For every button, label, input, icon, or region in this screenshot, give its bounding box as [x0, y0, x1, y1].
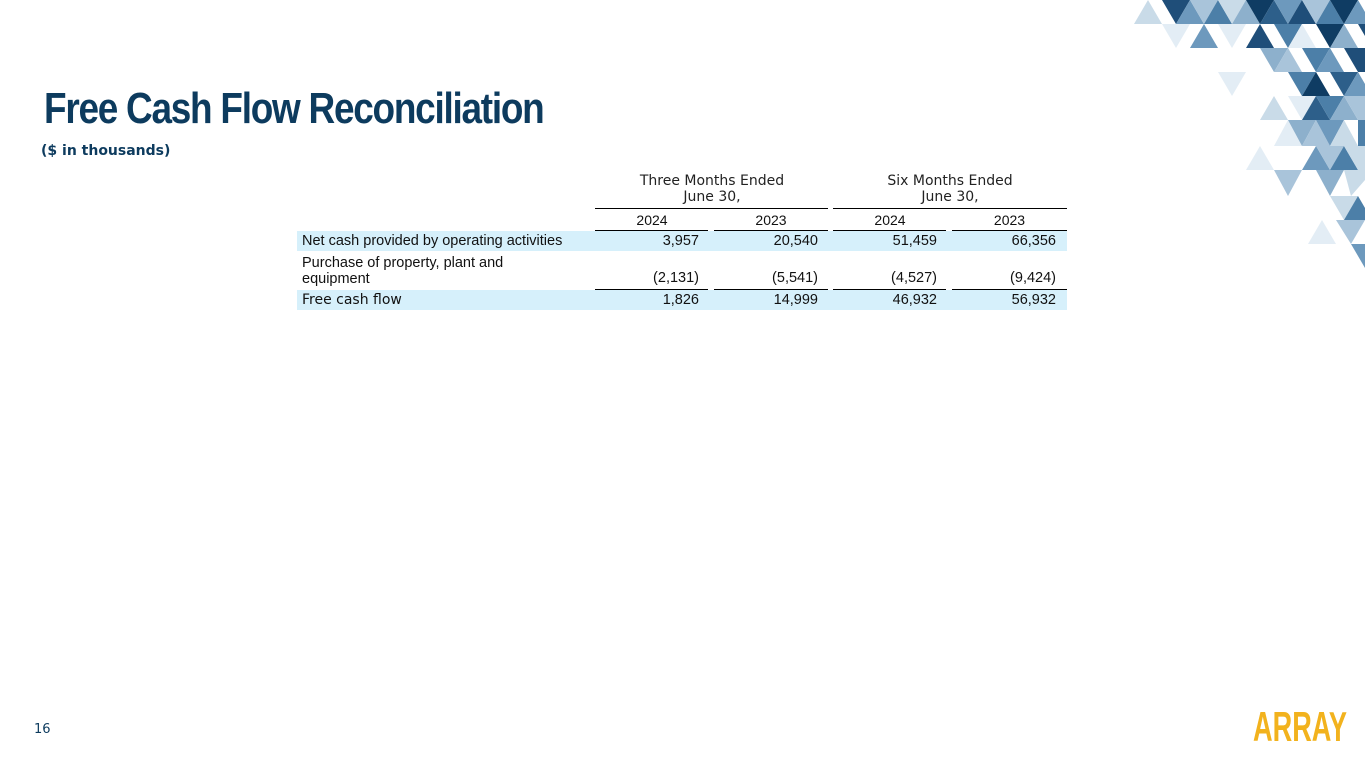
- header-three-months: [595, 173, 829, 205]
- header-six-months: [833, 173, 1067, 205]
- page-title: Free Cash Flow Reconciliation: [44, 84, 544, 133]
- row-label-line2: equipment: [302, 271, 370, 287]
- header-rule: [595, 208, 828, 209]
- header-three-months-line1: Three Months Ended: [639, 173, 785, 189]
- year-header: 2023: [993, 212, 1026, 228]
- year-header: 2023: [755, 212, 787, 228]
- table-cell: 14,999: [773, 292, 818, 308]
- table-row: [297, 253, 1067, 289]
- table-row: [297, 231, 1067, 251]
- row-label: [302, 255, 503, 287]
- decorative-triangle-pattern: [1130, 0, 1365, 270]
- page-subtitle: ($ in thousands): [41, 143, 171, 159]
- logo-text: ARRAY: [1253, 704, 1347, 744]
- table-row: [297, 290, 1067, 310]
- table-cell: (4,527): [891, 270, 937, 286]
- table-cell: 20,540: [773, 233, 818, 249]
- table-cell: 3,957: [662, 233, 699, 249]
- header-three-months-line2: June 30,: [683, 189, 741, 205]
- table-cell: (5,541): [772, 270, 818, 286]
- header-six-months-line1: Six Months Ended: [887, 173, 1013, 189]
- table-cell: 66,356: [1011, 233, 1056, 249]
- table-cell: (2,131): [653, 270, 699, 286]
- header-rule: [833, 208, 1067, 209]
- header-six-months-line2: June 30,: [921, 189, 979, 205]
- table-cell: 51,459: [892, 233, 937, 249]
- row-label-line1: Purchase of property, plant and: [302, 255, 504, 271]
- row-label: Free cash flow: [302, 292, 402, 308]
- table-cell: 1,826: [662, 292, 699, 308]
- table-cell: (9,424): [1010, 270, 1056, 286]
- array-logo: [1253, 704, 1349, 744]
- page-number: 16: [34, 722, 51, 737]
- year-header: 2024: [874, 212, 906, 228]
- table-cell: 46,932: [892, 292, 937, 308]
- year-header: 2024: [636, 212, 668, 228]
- row-label: Net cash provided by operating activities: [302, 233, 563, 249]
- table-cell: 56,932: [1011, 292, 1056, 308]
